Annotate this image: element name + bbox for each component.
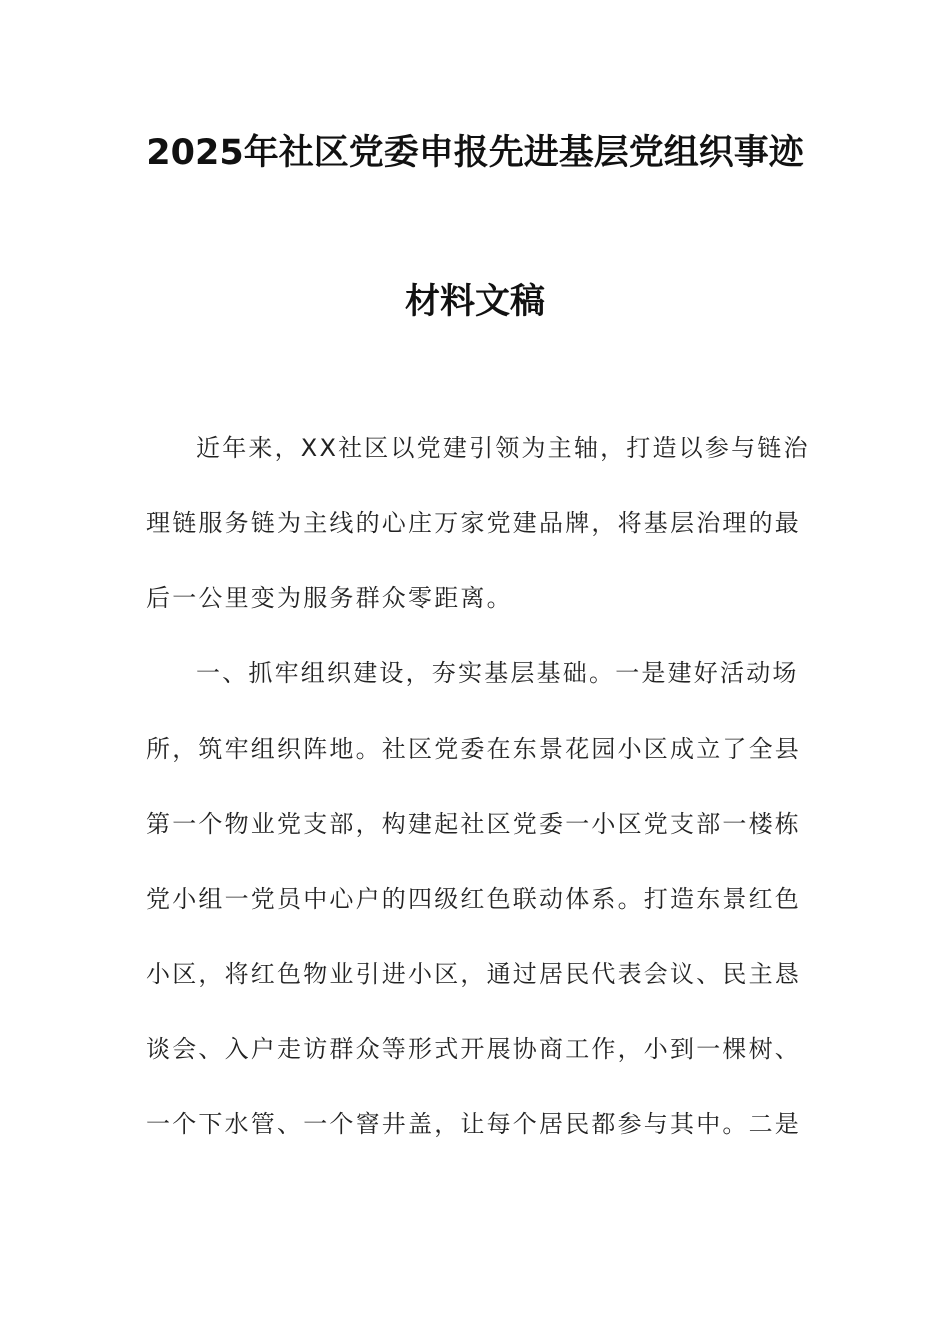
paragraph-2-line-5: 小区，将红色物业引进小区，通过居民代表会议、民主恳 <box>146 960 801 988</box>
document-title-line-1: 2025年社区党委申报先进基层党组织事迹 <box>146 133 804 173</box>
paragraph-2-line-4: 党小组一党员中心户的四级红色联动体系。打造东景红色 <box>146 885 801 913</box>
paragraph-2-line-7: 一个下水管、一个窨井盖，让每个居民都参与其中。二是 <box>146 1110 801 1138</box>
paragraph-2-line-3: 第一个物业党支部，构建起社区党委一小区党支部一楼栋 <box>146 810 801 838</box>
paragraph-2-line-6: 谈会、入户走访群众等形式开展协商工作，小到一棵树、 <box>146 1035 801 1063</box>
paragraph-1-line-1: 近年来，XX社区以党建引领为主轴，打造以参与链治 <box>196 434 810 462</box>
paragraph-2-line-2: 所，筑牢组织阵地。社区党委在东景花园小区成立了全县 <box>146 735 801 763</box>
paragraph-1-line-2: 理链服务链为主线的心庄万家党建品牌，将基层治理的最 <box>146 509 801 537</box>
document-title-line-2: 材料文稿 <box>404 282 545 322</box>
paragraph-2-line-1: 一、抓牢组织建设，夯实基层基础。一是建好活动场 <box>196 659 799 687</box>
paragraph-1-line-3: 后一公里变为服务群众零距离。 <box>146 584 513 612</box>
